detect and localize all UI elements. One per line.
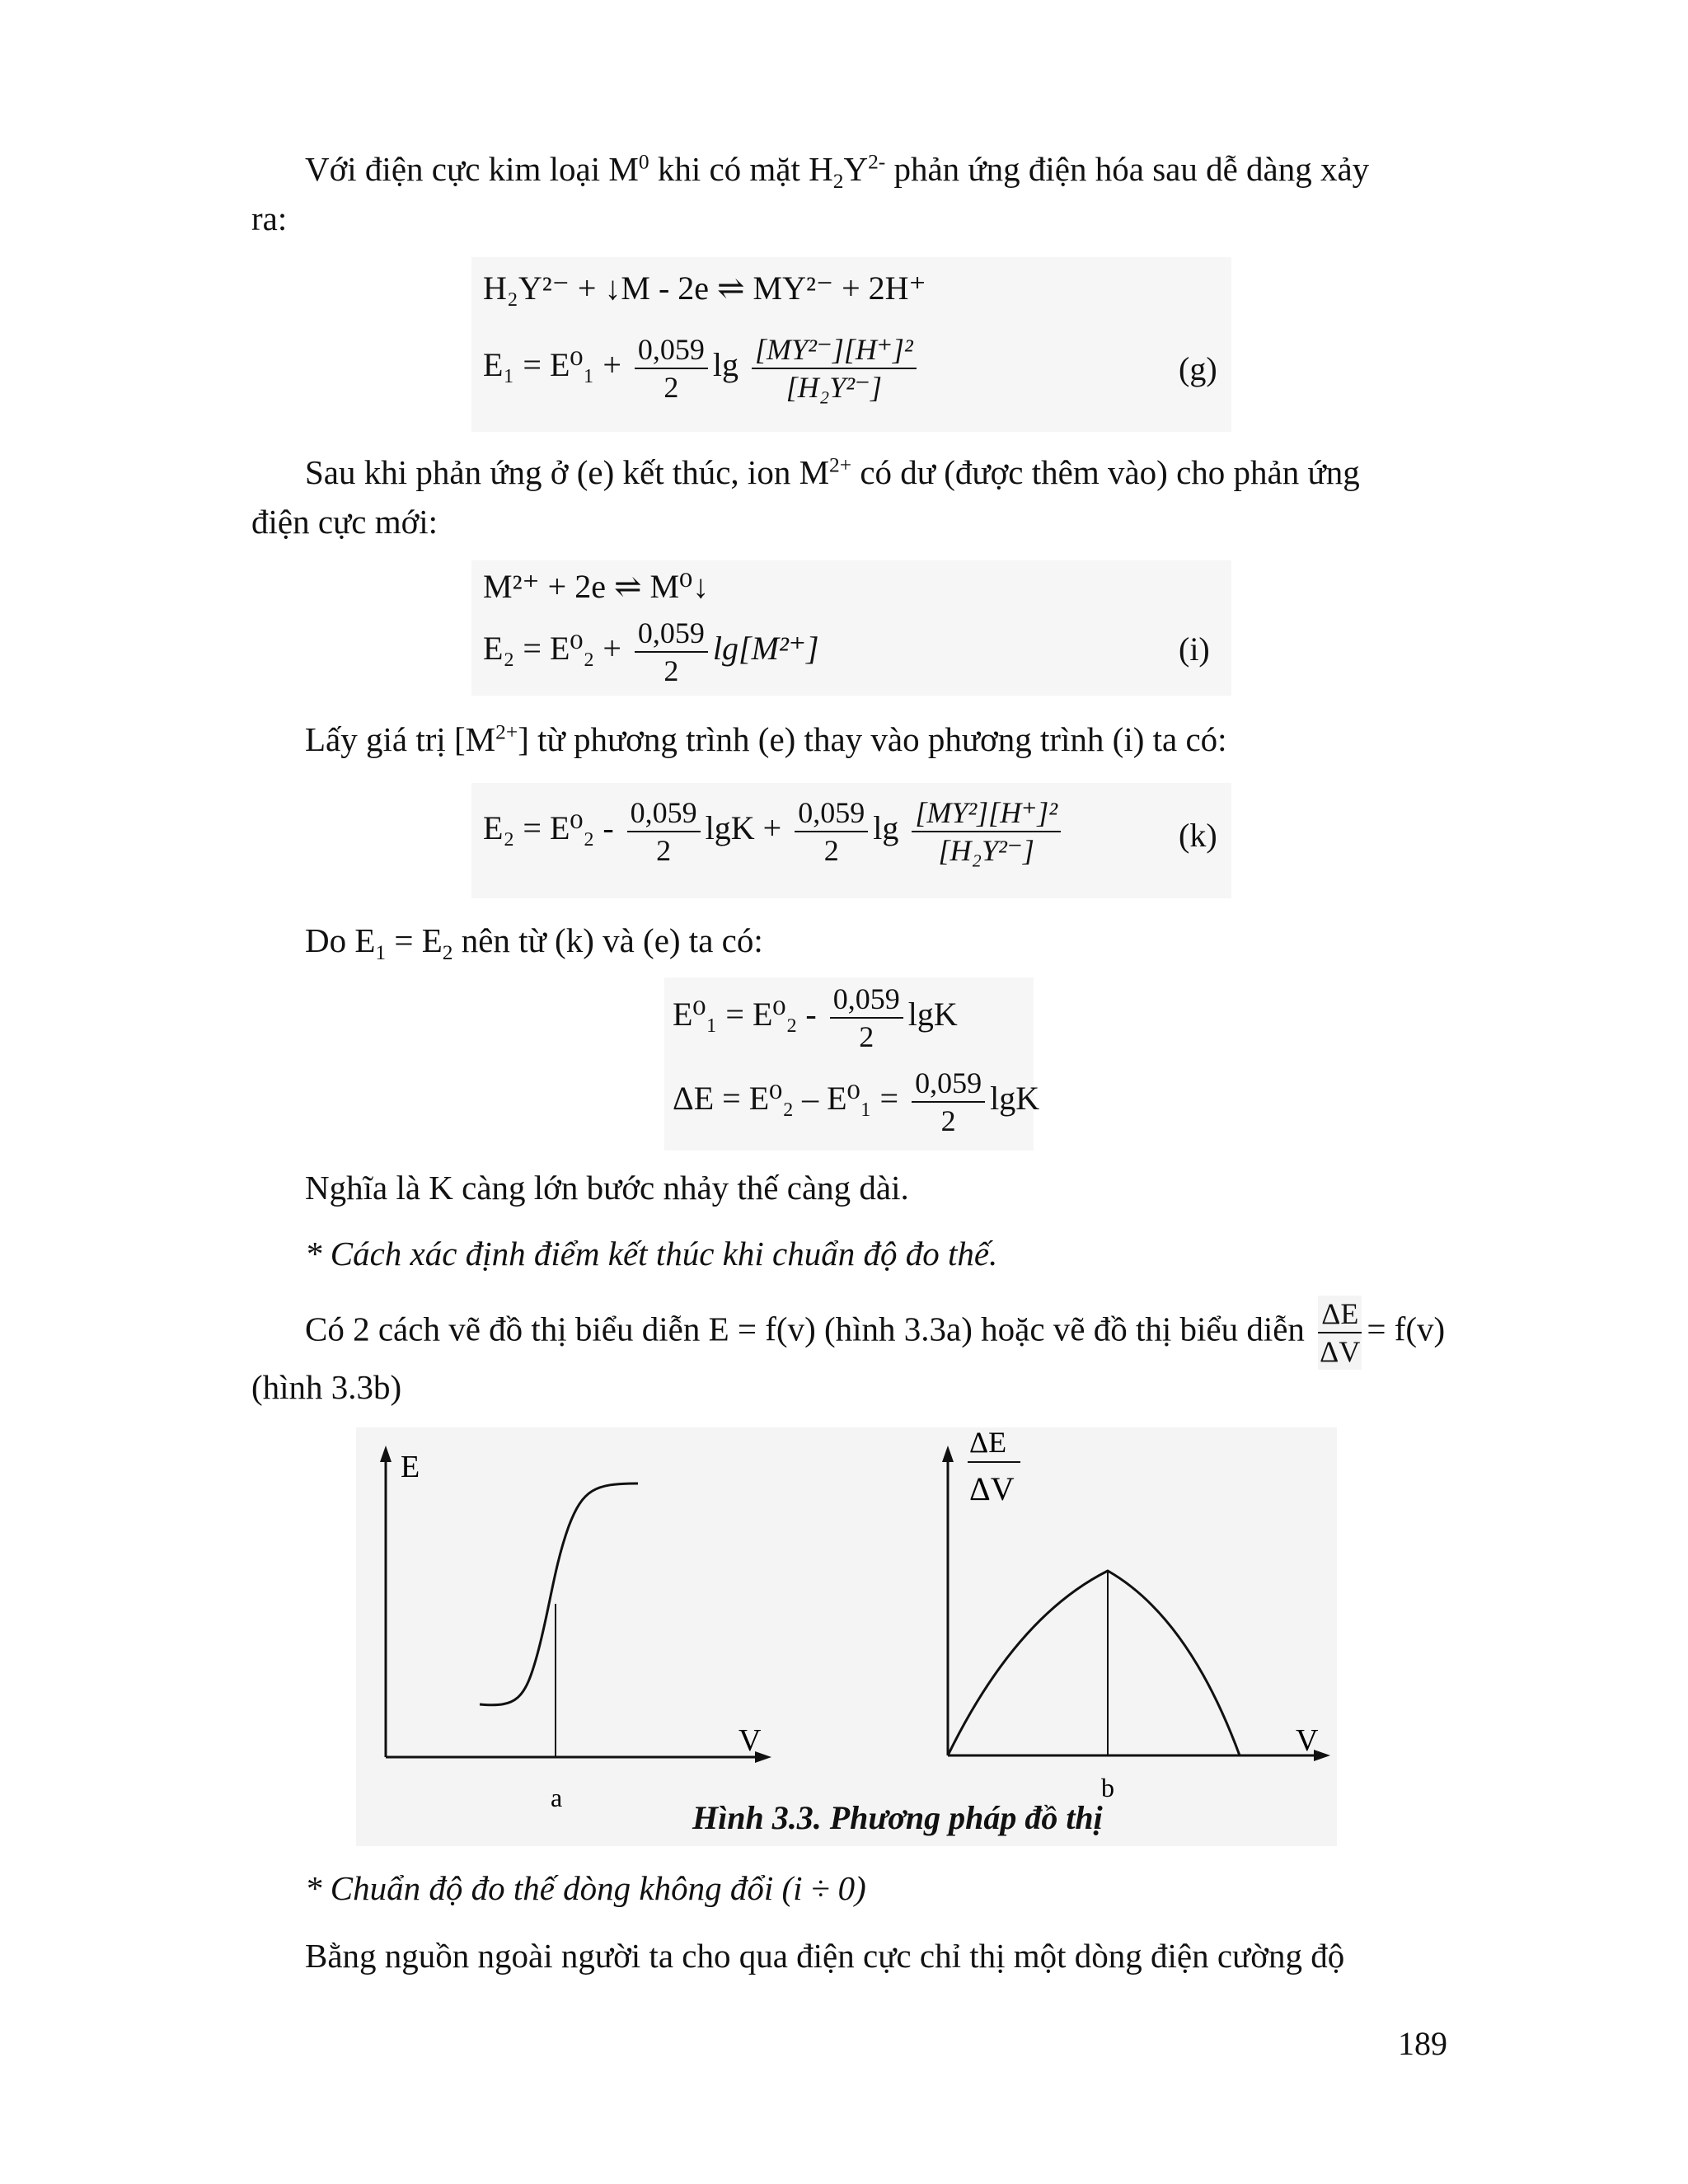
rhs: lg[M²⁺] bbox=[712, 630, 819, 668]
y-label-b-top: ΔE bbox=[969, 1427, 1007, 1459]
paragraph-5: Nghĩa là K càng lớn bước nhảy thế càng dài. bbox=[305, 1169, 909, 1207]
reaction-i: M²⁺ + 2e ⇌ M⁰↓ bbox=[483, 568, 710, 605]
mid: lgK + bbox=[705, 809, 782, 847]
equation-i bbox=[471, 560, 1231, 696]
equation-tag-g: (g) bbox=[1179, 350, 1217, 387]
paragraph-7-cont: (hình 3.3b) bbox=[251, 1368, 402, 1406]
text: = f(v) bbox=[1367, 1310, 1446, 1348]
lhs: E₂ = E⁰₂ - bbox=[483, 809, 614, 847]
fraction-concentration: $\frac{\text{[MY²⁻][H⁺]²}}{\text{[H₂Y²⁻]}}$ bbox=[752, 331, 917, 405]
paragraph-2-cont: điện cực mới: bbox=[251, 503, 438, 541]
equation-line-2: ΔE = E⁰₂ – E⁰₁ = $\frac{0,059}{2}$ lgK bbox=[673, 1066, 1040, 1137]
fraction-concentration: $\frac{\text{[MY²][H⁺]²}}{\text{[H₂Y²⁻]}}$ bbox=[912, 794, 1061, 869]
fraction: $\frac{0,059}{2}$ bbox=[627, 794, 701, 869]
text: ] từ phương trình (e) thay vào phương trình (i) ta có: bbox=[518, 720, 1227, 758]
lhs: E₂ = E⁰₂ + bbox=[483, 630, 621, 668]
paragraph-6-heading: * Cách xác định điểm kết thúc khi chuẩn độ đo thế. bbox=[305, 1235, 998, 1272]
figure-caption: Hình 3.3. Phương pháp đồ thị bbox=[692, 1799, 1103, 1836]
paragraph-8-heading: * Chuẩn độ đo thế dòng không đổi (i ÷ 0) bbox=[305, 1869, 866, 1907]
paragraph-9: Bằng nguồn ngoài người ta cho qua điện cực chỉ thị một dòng điện cường độ bbox=[305, 1937, 1345, 1975]
sublabel-b: b bbox=[1101, 1773, 1114, 1802]
nernst-g bbox=[483, 331, 921, 405]
reaction-g: H₂Y²⁻ + ↓M - 2e ⇌ MY²⁻ + 2H⁺ bbox=[483, 269, 926, 307]
paragraph-3 bbox=[305, 715, 1227, 763]
text: Sau khi phản ứng ở (e) kết thúc, ion M bbox=[305, 453, 830, 491]
fraction-dE-dV: $\frac{\Delta E}{\Delta V}$ bbox=[1320, 1297, 1361, 1368]
text: phản ứng điện hóa sau dễ dàng xảy bbox=[885, 150, 1370, 188]
text: nên từ (k) và (e) ta có: bbox=[452, 921, 763, 959]
paragraph-2 bbox=[305, 448, 1360, 496]
figure-graphs bbox=[356, 1427, 1337, 1846]
equation-g bbox=[471, 257, 1231, 432]
derivative-curve bbox=[948, 1571, 1240, 1755]
lg: lg bbox=[873, 809, 899, 847]
equation-line-1: E⁰₁ = E⁰₂ - $\frac{0,059}{2}$ lgK bbox=[673, 982, 958, 1053]
y-label-a: E bbox=[401, 1450, 420, 1484]
superscript: 2- bbox=[868, 150, 886, 174]
superscript: 0 bbox=[638, 150, 649, 174]
superscript: 2+ bbox=[829, 453, 852, 477]
figure-3-3 bbox=[356, 1427, 1337, 1846]
text: = E bbox=[386, 921, 443, 959]
subscript: 1 bbox=[375, 941, 387, 965]
text: Lấy giá trị [M bbox=[305, 720, 496, 758]
text: Y bbox=[843, 150, 869, 188]
graph-a bbox=[380, 1446, 771, 1763]
text: có dư (được thêm vào) cho phản ứng bbox=[851, 453, 1360, 491]
subscript: 2 bbox=[442, 941, 453, 965]
nernst-i bbox=[483, 615, 819, 689]
equation-tag-k: (k) bbox=[1179, 817, 1217, 854]
superscript: 2+ bbox=[495, 720, 518, 744]
subscript: 2 bbox=[832, 170, 844, 194]
paragraph-1-cont: ra: bbox=[251, 199, 288, 237]
equation-final bbox=[664, 977, 1040, 1151]
titration-curve bbox=[480, 1483, 638, 1705]
fraction: $\frac{0,059}{2}$ bbox=[795, 794, 868, 869]
y-arrow-a bbox=[380, 1446, 392, 1462]
y-label-b: ΔV bbox=[969, 1470, 1015, 1507]
y-arrow-b bbox=[942, 1446, 954, 1462]
sublabel-a: a bbox=[551, 1783, 563, 1812]
paragraph-1 bbox=[305, 145, 1369, 193]
paragraph-7 bbox=[305, 1296, 1445, 1370]
text: Có 2 cách vẽ đồ thị biểu diễn E = f(v) (hình 3.3a) hoặc vẽ đồ thị biểu diễn bbox=[305, 1310, 1305, 1348]
text: Do E bbox=[305, 921, 376, 959]
fraction: $\frac{0,059}{2}$ bbox=[635, 615, 708, 689]
lg: lg bbox=[712, 346, 739, 384]
x-label-b: V bbox=[1296, 1723, 1319, 1758]
lhs: E₁ = E⁰₁ + bbox=[483, 346, 621, 384]
equation-k bbox=[471, 783, 1231, 898]
equation-tag-i: (i) bbox=[1179, 630, 1210, 668]
paragraph-4 bbox=[305, 916, 763, 964]
text: Với điện cực kim loại M bbox=[305, 150, 639, 188]
fraction: $\frac{0,059}{2}$ bbox=[635, 331, 708, 405]
page-number: 189 bbox=[1398, 2025, 1447, 2062]
x-label-a: V bbox=[738, 1723, 762, 1758]
nernst-k bbox=[483, 794, 1066, 869]
text: khi có mặt H bbox=[649, 150, 833, 188]
